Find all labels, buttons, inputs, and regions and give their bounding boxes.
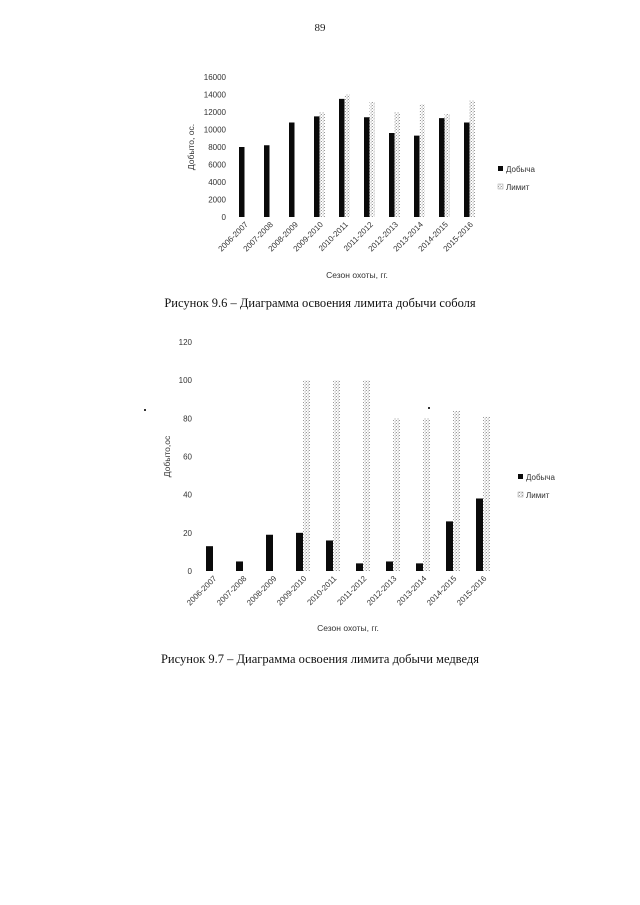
bar-production (414, 136, 420, 217)
bar-limit (320, 112, 326, 217)
y-tick-label: 2000 (208, 195, 226, 205)
bar-production (339, 99, 345, 217)
x-tick-label: 2010-2011 (305, 574, 339, 608)
bear-chart (0, 330, 640, 640)
bar-production (364, 117, 370, 217)
bar-limit (370, 102, 376, 218)
x-tick-label: 2011-2012 (335, 574, 369, 608)
y-tick-label: 20 (183, 528, 192, 538)
x-tick-label: 2010-2011 (316, 220, 350, 254)
x-tick-label: 2013-2014 (391, 220, 425, 254)
y-tick-label: 60 (183, 452, 192, 462)
y-tick-label: 120 (178, 338, 192, 347)
bar-production (266, 535, 273, 571)
bar-production (314, 116, 320, 217)
x-tick-label: 2012-2013 (366, 220, 400, 254)
legend-label-production: Добыча (526, 473, 555, 482)
x-tick-label: 2008-2009 (244, 574, 279, 608)
y-tick-label: 14000 (203, 90, 226, 100)
legend-swatch-limit (498, 184, 503, 189)
bar-limit (470, 101, 476, 217)
bar-production (289, 123, 295, 218)
y-tick-label: 6000 (208, 160, 226, 170)
bar-limit (303, 380, 310, 571)
x-tick-label: 2015-2016 (454, 574, 489, 608)
y-tick-label: 0 (187, 567, 192, 576)
y-axis-title: Добыто, ос. (186, 123, 196, 171)
bar-production (326, 540, 333, 571)
y-tick-label: 4000 (208, 178, 226, 187)
bar-limit (395, 112, 401, 217)
x-axis-title: Сезон охоты, гг. (326, 270, 388, 280)
x-tick-label: 2015-2016 (441, 220, 475, 254)
x-tick-label: 2009-2010 (291, 220, 325, 254)
bar-limit (483, 416, 490, 571)
x-tick-label: 2007-2008 (214, 574, 249, 608)
legend-label-production: Добыча (506, 165, 535, 174)
y-tick-label: 8000 (208, 143, 226, 152)
y-tick-label: 10000 (203, 125, 226, 135)
y-tick-label: 12000 (203, 108, 226, 117)
y-tick-label: 0 (221, 213, 226, 222)
y-tick-label: 16000 (203, 73, 226, 82)
bar-production (386, 561, 393, 571)
y-tick-label: 40 (183, 490, 192, 500)
x-tick-label: 2012-2013 (364, 574, 399, 608)
x-tick-label: 2006-2007 (184, 574, 219, 608)
y-tick-label: 80 (183, 414, 192, 424)
bar-production (296, 533, 303, 571)
bar-limit (423, 418, 430, 571)
stray-mark-right (428, 407, 430, 409)
y-axis-title: Добыто,ос (162, 435, 172, 478)
x-tick-label: 2006-2007 (216, 220, 250, 254)
x-tick-label: 2013-2014 (394, 574, 429, 608)
legend-label-limit: Лимит (506, 183, 530, 192)
figure-caption-9-7: Рисунок 9.7 – Диаграмма освоения лимита добычи медведя (160, 652, 480, 666)
x-axis-title: Сезон охоты, гг. (317, 623, 379, 633)
bar-production (446, 521, 453, 571)
bar-limit (420, 104, 426, 217)
bar-production (264, 145, 270, 217)
bar-production (464, 123, 470, 218)
bar-limit (345, 95, 351, 218)
x-tick-label: 2009-2010 (274, 574, 309, 608)
bar-production (239, 147, 245, 217)
x-tick-label: 2008-2009 (266, 220, 300, 254)
bar-limit (333, 380, 340, 571)
bar-limit (393, 418, 400, 571)
bar-production (236, 561, 243, 571)
x-tick-label: 2011-2012 (341, 220, 375, 254)
bar-production (439, 118, 445, 217)
y-tick-label: 100 (178, 376, 192, 386)
x-tick-label: 2014-2015 (416, 220, 450, 254)
legend-label-limit: Лимит (526, 491, 550, 500)
legend-swatch-limit (518, 492, 523, 497)
bar-production (356, 563, 363, 571)
bar-limit (363, 380, 370, 571)
figure-caption-9-6: Рисунок 9.6 – Диаграмма освоения лимита добычи соболя (164, 296, 476, 310)
bar-limit (445, 114, 451, 217)
x-tick-label: 2007-2008 (241, 220, 275, 254)
bar-production (389, 133, 395, 217)
page-number: 89 (314, 22, 326, 34)
x-tick-label: 2014-2015 (424, 574, 459, 608)
bar-production (206, 546, 213, 571)
legend-swatch-production (518, 474, 523, 479)
bar-production (476, 498, 483, 571)
bar-production (416, 563, 423, 571)
sable-chart (0, 60, 640, 290)
stray-mark-left (144, 409, 146, 411)
legend-swatch-production (498, 166, 503, 171)
bar-limit (453, 411, 460, 571)
